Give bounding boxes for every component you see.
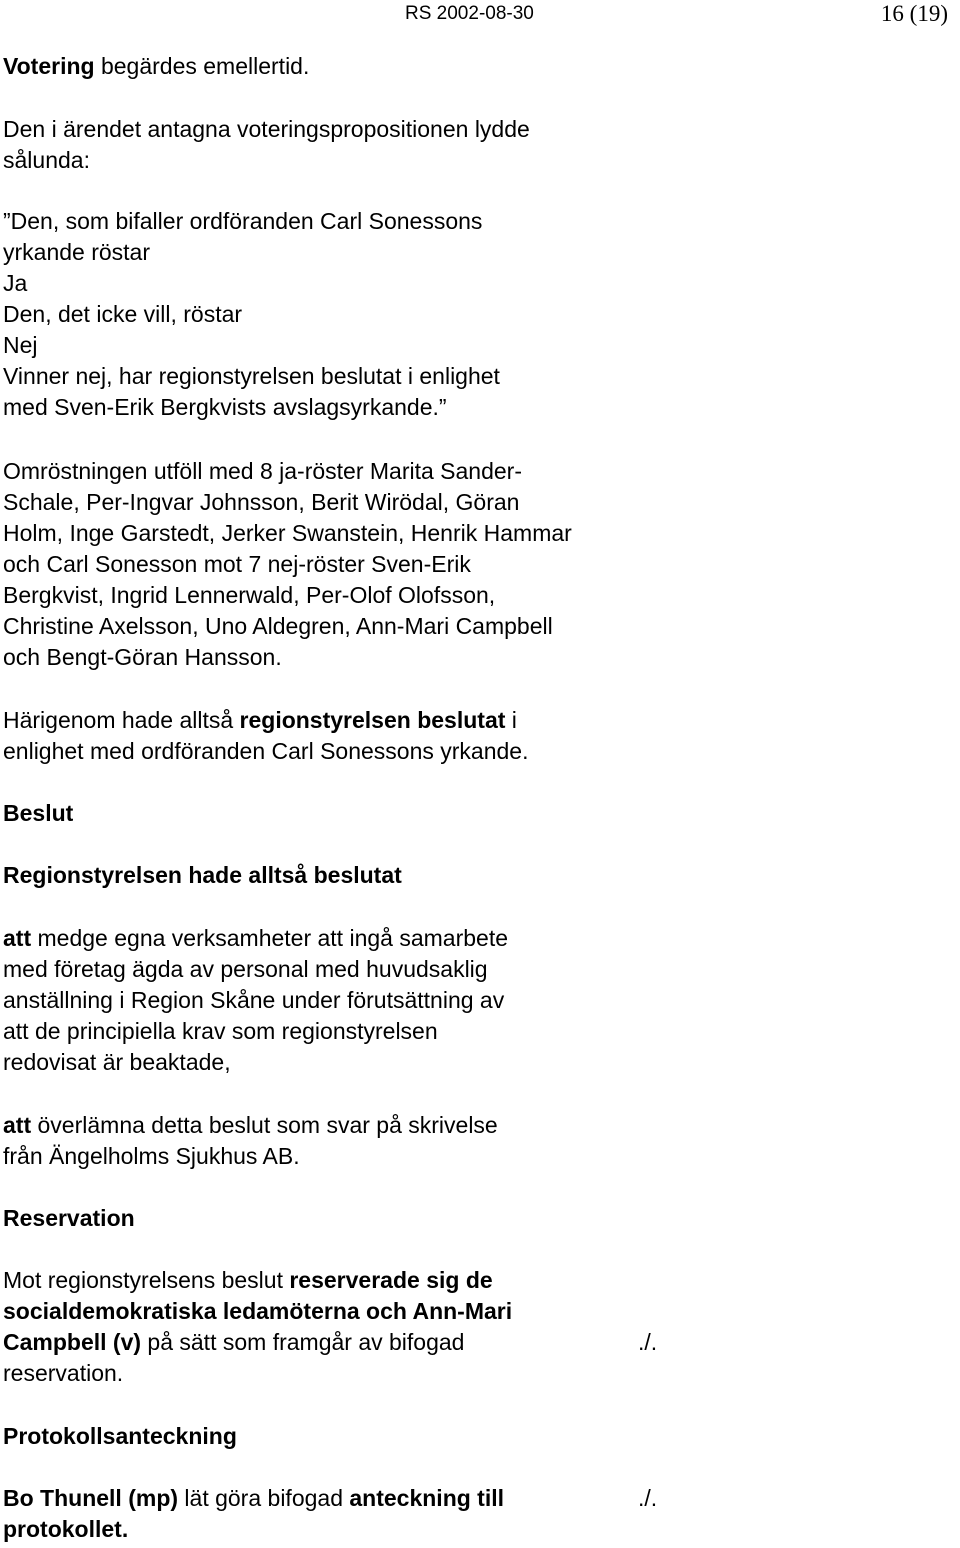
text-line: Vinner nej, har regionstyrelsen beslutat i enlighet (3, 363, 500, 389)
vote-result-paragraph (3, 456, 723, 673)
text-line: och Bengt-Göran Hansson. (3, 644, 282, 670)
text-line: anställning i Region Skåne under förutsättning av (3, 987, 505, 1013)
text-fragment: medge egna verksamheter att ingå samarbete (31, 925, 509, 951)
bold-fragment: socialdemokratiska ledamöterna och Ann-Mari (3, 1298, 513, 1324)
votering-keyword: Votering (3, 53, 95, 79)
text-line: med Sven-Erik Bergkvists avslagsyrkande.” (3, 394, 447, 420)
votering-text: begärdes emellertid. (94, 53, 310, 79)
text-line: med företag ägda av personal med huvudsaklig (3, 956, 488, 982)
text-line: redovisat är beaktade, (3, 1049, 231, 1075)
text-line: ”Den, som bifaller ordföranden Carl Sonessons (3, 208, 483, 234)
proposition-quote (3, 206, 723, 423)
att-clause-2 (3, 1110, 723, 1172)
att-keyword: att (3, 1112, 32, 1138)
text-fragment: i (505, 707, 517, 733)
beslut-heading (3, 798, 723, 829)
text-line: och Carl Sonesson mot 7 nej-röster Sven-Erik (3, 551, 471, 577)
heading-text: Beslut (3, 800, 74, 826)
text-line: Nej (3, 332, 38, 358)
att-keyword: att (3, 925, 32, 951)
page-number: 16 (19) (880, 1, 948, 26)
heading-text: Protokollsanteckning (3, 1423, 237, 1449)
text-line: reservation. (3, 1360, 124, 1386)
text-line: Schale, Per-Ingvar Johnsson, Berit Wirödal, Göran (3, 489, 520, 515)
bold-fragment: anteckning till (349, 1485, 505, 1511)
text-line: att de principiella krav som regionstyrelsen (3, 1018, 438, 1044)
heading-text: Reservation (3, 1205, 135, 1231)
conclusion-bold: regionstyrelsen beslutat (239, 707, 506, 733)
text-fragment: lät göra bifogad (178, 1485, 350, 1511)
attachment-mark: ./. (638, 1329, 658, 1355)
bold-fragment: protokollet. (3, 1516, 129, 1542)
text-fragment: på sätt som framgår av bifogad (141, 1329, 465, 1355)
text-line: Omröstningen utföll med 8 ja-röster Marita Sander- (3, 458, 522, 484)
text-line: från Ängelholms Sjukhus AB. (3, 1143, 300, 1169)
bold-fragment: Bo Thunell (mp) (3, 1485, 179, 1511)
text-line: Ja (3, 270, 28, 296)
conclusion-paragraph (3, 705, 723, 767)
text-fragment: Mot regionstyrelsens beslut (3, 1267, 290, 1293)
text-line: Christine Axelsson, Uno Aldegren, Ann-Mari Campbell (3, 613, 553, 639)
text-fragment: Härigenom hade alltså (3, 707, 240, 733)
votering-paragraph (3, 51, 723, 82)
text-line: Bergkvist, Ingrid Lennerwald, Per-Olof Olofsson, (3, 582, 496, 608)
protokoll-heading (3, 1421, 723, 1452)
text-line: Den i ärendet antagna voteringspropositionen lydde (3, 116, 530, 142)
att-clause-1 (3, 923, 723, 1078)
bold-fragment: Campbell (v) (3, 1329, 142, 1355)
protokoll-paragraph (3, 1483, 723, 1545)
proposition-intro (3, 114, 723, 176)
document-date: RS 2002-08-30 (405, 3, 534, 24)
reservation-paragraph (3, 1265, 723, 1389)
text-fragment: överlämna detta beslut som svar på skrivelse (31, 1112, 498, 1138)
text-line: Holm, Inge Garstedt, Jerker Swanstein, Henrik Hammar (3, 520, 572, 546)
attachment-mark: ./. (638, 1485, 658, 1511)
bold-fragment: reserverade sig de (289, 1267, 493, 1293)
text-line: yrkande röstar (3, 239, 151, 265)
text-line: sålunda: (3, 147, 90, 173)
text-line: Den, det icke vill, röstar (3, 301, 243, 327)
text-line: enlighet med ordföranden Carl Sonessons yrkande. (3, 738, 529, 764)
reservation-heading (3, 1203, 723, 1234)
subheading-text: Regionstyrelsen hade alltså beslutat (3, 862, 402, 888)
beslut-subheading (3, 860, 723, 891)
